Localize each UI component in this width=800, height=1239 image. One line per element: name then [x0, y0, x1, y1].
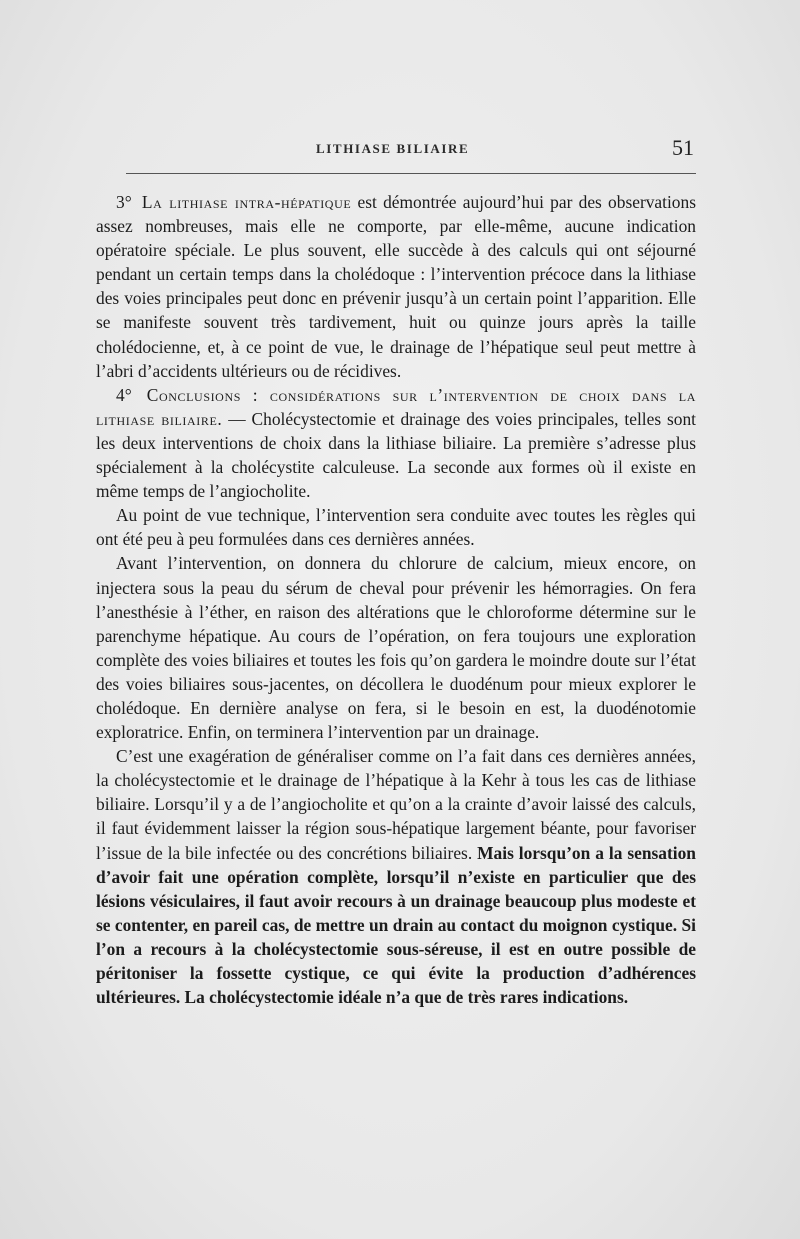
conclusion-text-b: Mais lorsqu’on a la sensation d’avoir fait une opération complète, lorsqu’il n’existe en particulier que des lésions vésiculaires, il faut avoir recours à un drainage beaucoup plus modeste et se contenter, en pareil cas, de mettre un drain au contact du moignon cystique. Si l’on a recours à la cholécystectomie sous-séreuse, il est en outre possible de péritoniser la fossette cystique, ce qui évite la production d’adhérences ultérieures. La cholécystectomie idéale n’a que de très rares indications. — [96, 842, 696, 1008]
intervention-paragraph: Avant l’intervention, on donnera du chlorure de calcium, mieux encore, on injectera sous la peau du sérum de cheval pour prévenir les hémorragies. On fera l’anesthésie à l’éther, en raison des altérations que le chloroforme détermine sur le parenchyme hépatique. Au cours de l’opération, on fera toujours une exploration complète des voies biliaires et toutes les fois qu’on gardera le moindre doute sur l’état des voies biliaires sous-jacentes, on décollera le duodénum pour mieux explorer le cholédoque. En dernière analyse on fera, si le besoin en est, la duodénotomie exploratrice. Enfin, on terminera l’intervention par un drainage. — [96, 553, 696, 743]
section-3-text: est démontrée aujourd’hui par des observations assez nombreuses, mais elle ne comporte, par elle-même, aucune indication opératoire spéciale. Le plus souvent, elle succède à des calculs qui ont séjourné pendant un certain temps dans la cholédoque : l’intervention précoce dans la lithiase des voies principales peut donc en prévenir jusqu’à un certain point l’apparition. Elle se manifeste souvent très tardivement, huit ou quinze jours après la taille cholédocienne, et, à ce point de vue, le drainage de l’hépatique seul peut mettre à l’abri d’accidents ultérieurs ou de récidives. — [96, 192, 696, 381]
section-3-paragraph — [96, 190, 696, 383]
conclusion-text-a: C’est une exagération de généraliser comme on l’a fait dans ces dernières années, la cholécystectomie et le drainage de l’hépatique à la Kehr à tous les cas de lithiase biliaire. Lorsqu’il y a de l’angiocholite et qu’on a la crainte d’avoir laissé des calculs, il faut évidemment laisser la région sous-hépatique largement béante, pour favoriser l’issue de la bile infectée ou des concrétions biliaires. — [96, 746, 696, 863]
header-rule — [126, 173, 696, 174]
body-text — [96, 190, 696, 1009]
technique-paragraph: Au point de vue technique, l’intervention sera conduite avec toutes les règles qui ont été peu à peu formulées dans ces dernières années. — [96, 505, 696, 550]
conclusion-paragraph — [96, 744, 696, 1009]
section-4-paragraph — [96, 383, 696, 503]
running-title: LITHIASE BILIAIRE — [316, 141, 470, 156]
section-4-heading: Conclusions : considérations sur l’intervention de choix dans la lithiase biliaire. — [96, 384, 696, 429]
section-4-number: 4° — [116, 384, 132, 405]
section-3-number: 3° — [116, 192, 132, 212]
section-3-heading: La lithiase intra-hépatique — [141, 192, 352, 212]
page-number: 51 — [672, 135, 694, 160]
running-header — [0, 135, 800, 167]
section-4-text: — Cholécystectomie et drainage des voies principales, telles sont les deux interventions de choix dans la lithiase biliaire. La première s’adresse plus spécialement à la cholécystite calculeuse. La seconde aux formes où il existe en même temps de l’angiocholite. — [96, 408, 696, 502]
